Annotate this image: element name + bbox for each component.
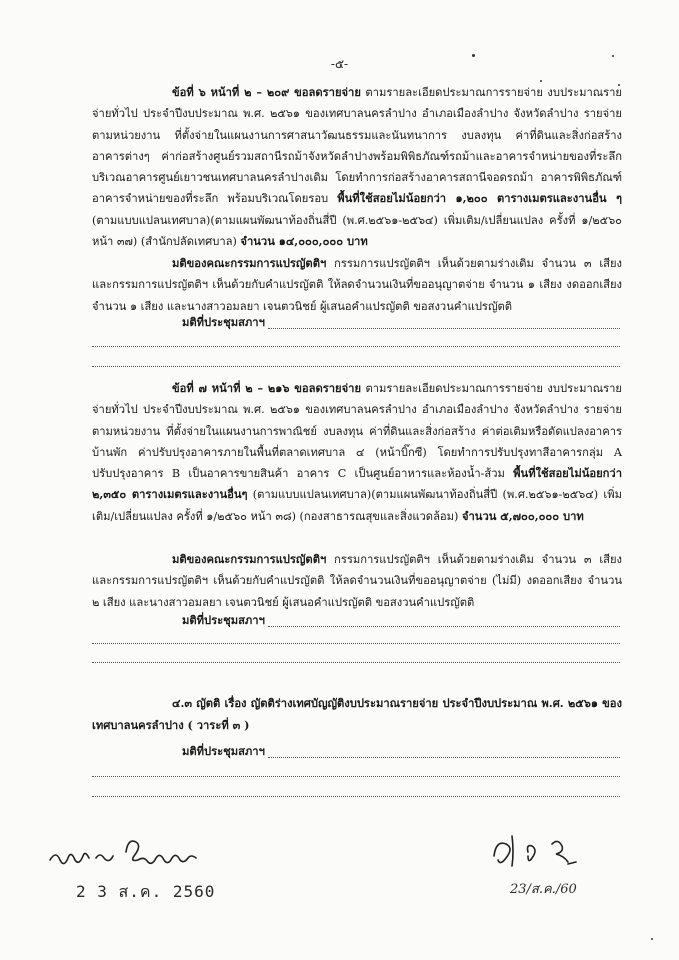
section43-council-line-2 [92, 776, 620, 777]
item6-body: ตามรายละเอียดประมาณการรายจ่าย งบประมาณรายจ่ายทั่วไป ประจำปีงบประมาณ พ.ศ. ๒๕๖๑ ของเทศบาลนครลำปาง อำเภอเมืองลำปาง จังหวัดลำปาง รายจ่ายตามหน่วยงาน ที่ตั้งจ่ายในแผนงานการศาสนาวัฒนธรรมและนันทนาการ งบลงทุน ค่าที่ดินและสิ่งก่อสร้าง อาคารต่างๆ ค่าก่อสร้างศูนย์รวมสถานีรถม้าจังหวัดลำปางพร้อมพิพิธภัณฑ์รถม้าและอาคารจำหน่ายของที่ระลึกบริเวณอาคารศูนย์เยาวชนเทศบาลนครลำปางเดิม โดยทำการก่อสร้างอาคารสถานีจอดรถม้า อาคารพิพิธภัณฑ์ อาคารจำหน่ายของที่ระลึก พร้อมบริเวณโดยรอบ [92, 86, 622, 206]
item7-council-line-1 [268, 626, 620, 627]
item7-council-label: มติที่ประชุมสภาฯ [182, 613, 265, 627]
section43-council-line-3 [92, 796, 620, 797]
item6-committee-text: กรรมการแปรญัตติฯ เห็นด้วยตามร่างเดิม จำนวน ๓ เสียง และกรรมการแปรญัตติฯ เห็นด้วยกับคำแปรญัตติ ให้ลดจำนวนเงินที่ขออนุญาตจ่าย จำนวน ๑ เสียง งดออกเสียงจำนวน ๑ เสียง และนางสาวอมลยา เจนตวนิชย์ ผู้เสนอคำแปรญัตติ ขอสงวนคำแปรญัตติ [92, 257, 622, 313]
right-signature [488, 830, 588, 874]
item7-council-line-3 [92, 662, 620, 663]
item6-council-label: มติที่ประชุมสภาฯ [182, 315, 265, 329]
item7-body: ตามรายละเอียดประมาณการรายจ่าย งบประมาณรายจ่ายทั่วไป ประจำปีงบประมาณ พ.ศ. ๒๕๖๑ ของเทศบาลนครลำปาง อำเภอเมืองลำปาง จังหวัดลำปาง รายจ่ายตามหน่วยงาน ที่ตั้งจ่ายในแผนงานการพาณิชย์ งบลงทุน ค่าที่ดินและสิ่งก่อสร้าง ค่าต่อเติมหรือดัดแปลงอาคารบ้านพัก ค่าปรับปรุงอาคารภายในพื้นที่ตลาดเทศบาล ๔ (หน้าบิ๊กซี) โดยทำการปรับปรุงทาสีอาคารกลุ่ม A ปรับปรุงอาคาร B เป็นอาคารขายสินค้า อาคาร C เป็นศูนย์อาหารและห้องน้ำ-ส้วม [92, 382, 622, 481]
item6-committee-label: มติของคณะกรรมการแปรญัตติฯ [172, 256, 327, 270]
item7-paragraph [92, 378, 622, 527]
item7-council-line-2 [92, 643, 620, 644]
item6-council-line-1 [268, 328, 620, 329]
item6-paragraph [92, 82, 622, 252]
item7-committee-text: กรรมการแปรญัตติฯ เห็นด้วยตามร่างเดิม จำนวน ๓ เสียง และกรรมการแปรญัตติฯ เห็นด้วยกับคำแปรญัตติ ให้ลดจำนวนเงินที่ขออนุญาตจ่าย (ไม่มี) งดออกเสียง จำนวน ๒ เสียง และนางสาวอมลยา เจนตวนิชย์ ผู้เสนอคำแปรญัตติ ขอสงวนคำแปรญัตติ [92, 553, 622, 609]
item6-area: พื้นที่ใช้สอยไม่น้อยกว่า ๑,๒๐๐ ตารางเมตรและงานอื่น ๆ [337, 191, 622, 206]
scan-speck [651, 938, 653, 940]
item7-committee-paragraph [92, 549, 622, 613]
left-signature [48, 832, 218, 872]
page-number: -๕- [330, 57, 349, 71]
item7-amount: จำนวน ๕,๗๐๐,๐๐๐ บาท [461, 508, 584, 523]
item6-committee-paragraph [92, 253, 622, 317]
section43-heading: ๔.๓ ญัตติ เรื่อง ญัตติร่างเทศบัญญัติงบประมาณรายจ่าย ประจำปีงบประมาณ พ.ศ. ๒๕๖๑ ของเทศบาลนครลำปาง ( วาระที่ ๓ ) [92, 696, 622, 732]
section43-council-line-1 [268, 757, 620, 758]
section43-council-label: มติที่ประชุมสภาฯ [182, 744, 265, 758]
item7-body2: (ตามแบบแปลนเทศบาล)(ตามแผนพัฒนาท้องถิ่นสี่ปี (พ.ศ.๒๕๖๑-๒๕๖๔) เพิ่มเติม/เปลี่ยนแปลง ครั้งที่ ๑/๒๕๖๐ หน้า ๓๘) (กองสาธารณสุขและสิ่งแวดล้อม) [92, 488, 622, 523]
item7-area: พื้นที่ใช้สอยไม่น้อยกว่า ๒,๓๕๐ ตารางเมตรและงานอื่นๆ [92, 466, 622, 502]
item6-heading: ข้อที่ ๖ หน้าที่ ๒ – ๒๐๙ ขอลดรายจ่าย [172, 85, 361, 99]
scan-speck [618, 84, 620, 86]
item6-council-line-2 [92, 346, 620, 347]
item7-heading: ข้อที่ ๗ หน้าที่ ๒ – ๒๑๖ ขอลดรายจ่าย [172, 381, 362, 395]
section43-paragraph [92, 692, 622, 736]
item7-committee-label: มติของคณะกรรมการแปรญัตติฯ [172, 552, 327, 566]
item6-amount: จำนวน ๑๔,๐๐๐,๐๐๐ บาท [240, 234, 368, 249]
right-date: 23/ส.ค./60 [510, 882, 577, 897]
item6-council-line-3 [92, 366, 620, 367]
scan-speck [612, 55, 614, 57]
scan-speck [472, 54, 475, 57]
left-date: 2 3 ส.ค. 2560 [76, 882, 216, 901]
item6-body2: (ตามแบบแปลนเทศบาล)(ตามแผนพัฒนาท้องถิ่นสี่ปี (พ.ศ.๒๕๖๑-๒๕๖๔) เพิ่มเติม/เปลี่ยนแปลง ครั้งที่ ๑/๒๕๖๐ หน้า ๓๗) (สำนักปลัดเทศบาล) [92, 213, 622, 249]
scan-speck [540, 80, 542, 82]
